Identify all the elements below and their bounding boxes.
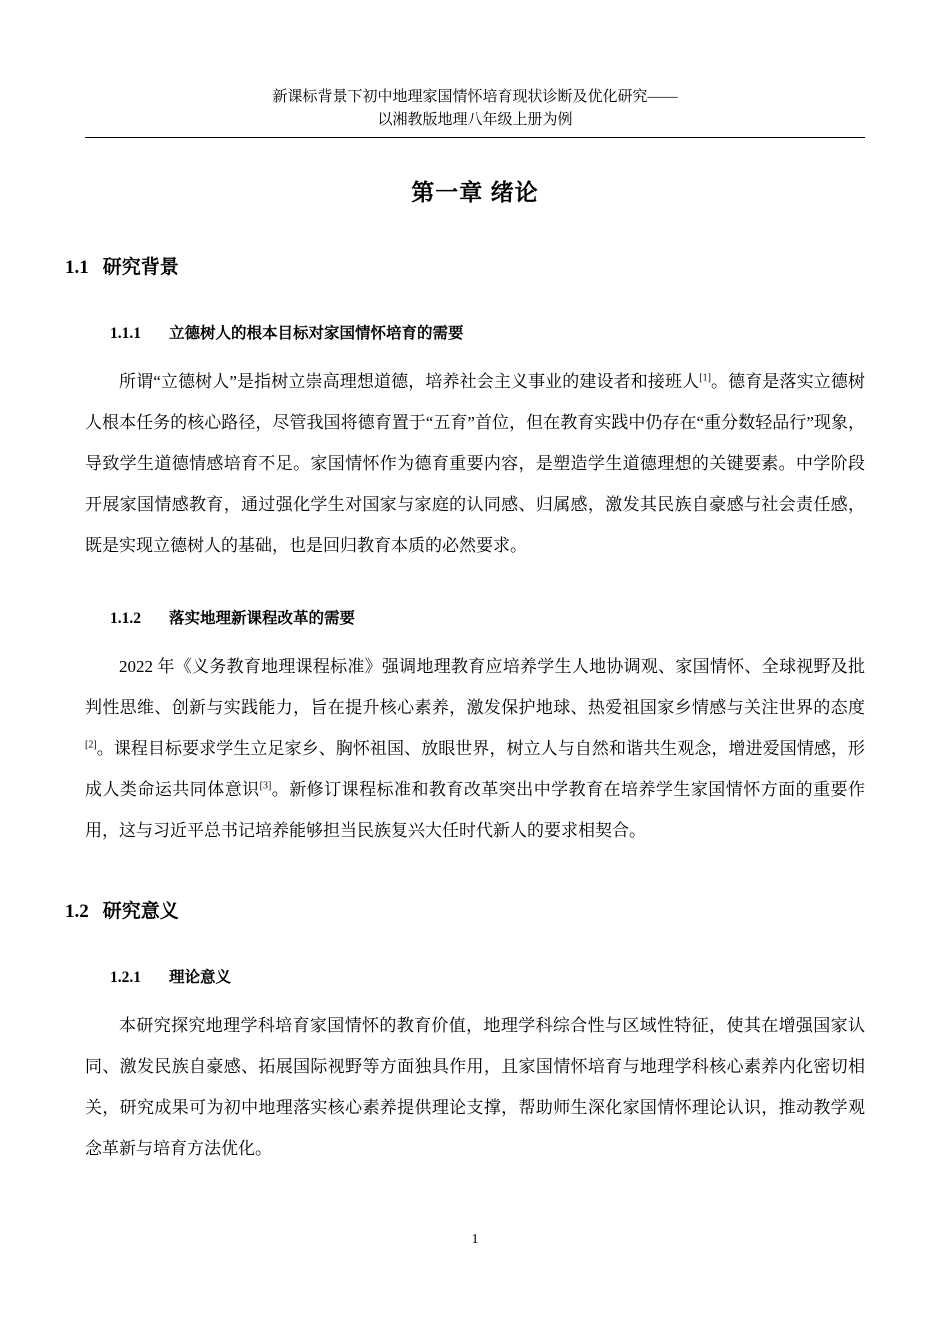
section-number: 1.1 [65, 257, 89, 278]
page-header [85, 86, 865, 138]
header-title-line-2: 以湘教版地理八年级上册为例 [377, 112, 573, 128]
paragraph-text: 。课程目标要求学生立足家乡、胸怀祖国、放眼世界，树立人与自然和谐共生观念，增进爱国情感，形成人类命运共同体意识 [85, 739, 865, 799]
section-heading-1-1 [65, 255, 865, 281]
subsection-title: 落实地理新课程改革的需要 [169, 610, 356, 627]
subsection-heading-1-1-1 [110, 323, 865, 344]
paragraph-text: 所谓“立德树人”是指树立崇高理想道德，培养社会主义事业的建设者和接班人 [119, 372, 700, 391]
section-heading-1-2 [65, 899, 865, 925]
subsection-heading-1-2-1 [110, 967, 865, 988]
subsection-title: 立德树人的根本目标对家国情怀培育的需要 [169, 325, 464, 342]
chapter-title: 第一章 绪论 [411, 179, 539, 205]
paragraph-text: 。新修订课程标准和教育改革突出中学教育在培养学生家国情怀方面的重要作用，这与习近平总书记培养能够担当民族复兴大任时代新人的要求相契合。 [85, 780, 866, 840]
subsection-heading-1-1-2 [110, 608, 865, 629]
paragraph-1-1-1 [85, 361, 865, 566]
page-footer [0, 1232, 950, 1248]
section-number: 1.2 [65, 901, 89, 922]
paragraph-text: 。德育是落实立德树人根本任务的核心路径，尽管我国将德育置于“五育”首位，但在教育实践中仍存在“重分数轻品行”现象，导致学生道德情感培育不足。家国情怀作为德育重要内容，是塑造学生道德理想的关键要素。中学阶段开展家国情感教育，通过强化学生对国家与家庭的认同感、归属感，激发其民族自豪感与社会责任感，既是实现立德树人的基础，也是回归教育本质的必然要求。 [85, 372, 866, 555]
header-title-line-1: 新课标背景下初中地理家国情怀培育现状诊断及优化研究—— [272, 89, 678, 105]
citation-ref-1: [1] [699, 372, 711, 384]
paragraph-1-1-2 [85, 646, 865, 851]
subsection-title: 理论意义 [169, 969, 232, 986]
subsection-number: 1.2.1 [110, 969, 141, 986]
citation-ref-3: [3] [259, 780, 272, 792]
paragraph-text: 2022 年《义务教育地理课程标准》强调地理教育应培养学生人地协调观、家国情怀、全球视野及批判性思维、创新与实践能力，旨在提升核心素养，激发保护地球、热爱祖国家乡情感与关注世界的态度 [85, 657, 865, 717]
section-title: 研究背景 [102, 257, 179, 278]
subsection-number: 1.1.1 [110, 325, 141, 342]
section-title: 研究意义 [102, 901, 179, 922]
citation-ref-2: [2] [85, 739, 97, 751]
page-number: 1 [471, 1232, 479, 1247]
subsection-number: 1.1.2 [110, 610, 141, 627]
paragraph-1-2-1 [85, 1005, 865, 1169]
paragraph-text: 本研究探究地理学科培育家国情怀的教育价值，地理学科综合性与区域性特征，使其在增强国家认同、激发民族自豪感、拓展国际视野等方面独具作用，且家国情怀培育与地理学科核心素养内化密切相关，研究成果可为初中地理落实核心素养提供理论支撑，帮助师生深化家国情怀理论认识，推动教学观念革新与培育方法优化。 [85, 1016, 865, 1158]
